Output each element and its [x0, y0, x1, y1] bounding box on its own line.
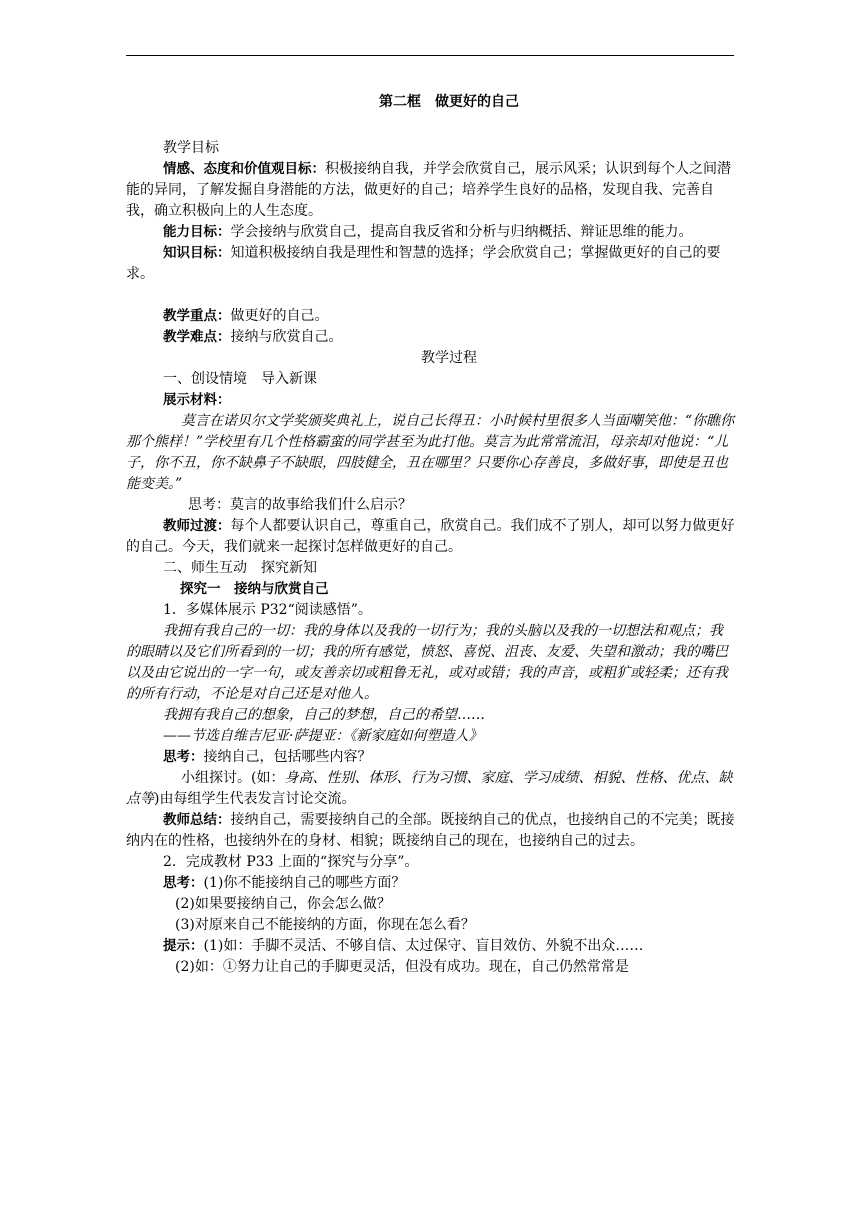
key-difficulty-text: 接纳与欣赏自己。 — [230, 329, 343, 345]
mo-yan-story: 莫言在诺贝尔文学奖颁奖典礼上，说自己长得丑：小时候村里很多人当面嘲笑他：“你瞧你那个熊样！”学校里有几个性格霸蛮的同学甚至为此打他。莫言为此常常流泪，母亲却对他说：“儿子，你不丑，你不缺鼻子不缺眼，四肢健全，丑在哪里？只要你心存善良，多做好事，即使是丑也能变美。” — [126, 413, 735, 492]
group-discussion-start: 小组探讨。(如： — [181, 770, 285, 786]
page-title: 第二框 做更好的自己 — [379, 94, 519, 110]
document-body — [126, 92, 735, 978]
think-2 — [163, 747, 735, 768]
show-material-label — [163, 390, 735, 411]
think-1-text: 莫言的故事给我们什么启示？ — [230, 497, 412, 513]
reading-source: ——节选自维吉尼亚·萨提亚：《新家庭如何塑造人》 — [163, 728, 483, 744]
section-1-heading: 一、创设情境 导入新课 — [163, 371, 317, 387]
transition-label: 教师过渡： — [163, 518, 231, 534]
key-difficulty — [163, 327, 735, 348]
goal-knowledge-label: 知识目标： — [163, 245, 231, 261]
item-2: 2．完成教材 P33 上面的“探究与分享”。 — [163, 854, 419, 870]
question-2: (2)如果要接纳自己，你会怎么做？ — [175, 896, 391, 912]
goal-ability — [126, 222, 735, 243]
goal-emotion-text: 积极接纳自我，并学会欣赏自己，展示风采；认识到每个人之间潜能的异同，了解发掘自身潜能的方法，做更好的自己；培养学生良好的品格，发现自我、完善自我，确立积极向上的人生态度。 — [126, 161, 731, 219]
section-2-heading: 二、师生互动 探究新知 — [163, 560, 317, 576]
reading-paragraph-2: 我拥有我自己的想象，自己的梦想，自己的希望…… — [163, 707, 485, 723]
think-3 — [163, 873, 735, 894]
teacher-summary — [126, 810, 735, 852]
key-focus-text: 做更好的自己。 — [230, 308, 329, 324]
process-heading: 教学过程 — [421, 350, 477, 366]
transition-text: 每个人都要认识自己，尊重自己，欣赏自己。我们成不了别人，却可以努力做更好的自己。今天，我们就来一起探讨怎样做更好的自己。 — [126, 518, 735, 555]
think-3-label: 思考： — [163, 875, 204, 891]
think-2-label: 思考： — [163, 749, 204, 765]
goal-emotion — [126, 159, 735, 222]
goal-ability-text: 学会接纳与欣赏自己，提高自我反省和分析与归纳概括、辩证思维的能力。 — [230, 224, 693, 240]
think-1-label: 思考： — [188, 497, 230, 513]
show-material-label-text: 展示材料： — [163, 392, 231, 408]
hint-1-text: (1)如：手脚不灵活、不够自信、太过保守、盲目效仿、外貌不出众…… — [203, 938, 644, 954]
goals-heading: 教学目标 — [163, 140, 219, 156]
group-discussion — [126, 768, 735, 810]
think-2-text: 接纳自己，包括哪些内容？ — [203, 749, 372, 765]
key-focus — [163, 306, 735, 327]
summary-label: 教师总结： — [163, 812, 231, 828]
goal-ability-label: 能力目标： — [163, 224, 231, 240]
goal-emotion-label: 情感、态度和价值观目标： — [163, 161, 325, 177]
goal-knowledge — [126, 243, 735, 285]
question-3: (3)对原来自己不能接纳的方面，你现在怎么看？ — [175, 917, 475, 933]
goal-knowledge-text: 知道积极接纳自我是理性和智慧的选择；学会欣赏自己；掌握做更好的自己的要求。 — [126, 245, 721, 282]
group-discussion-examples: 身高、性别、体形、行为习惯、家庭、学习成绩、相貌、性格、优点、缺点等 — [126, 770, 733, 807]
teacher-transition — [126, 516, 735, 558]
summary-text: 接纳自己，需要接纳自己的全部。既接纳自己的优点，也接纳自己的不完美；既接纳内在的性格，也接纳外在的身材、相貌；既接纳自己的现在，也接纳自己的过去。 — [126, 812, 735, 849]
hint-2: (2)如：①努力让自己的手脚更灵活，但没有成功。现在，自己仍然常常是 — [175, 959, 629, 975]
group-discussion-end: )由每组学生代表发言讨论交流。 — [154, 791, 356, 807]
reading-paragraph-1: 我拥有我自己的一切：我的身体以及我的一切行为；我的头脑以及我的一切想法和观点；我的眼睛以及它们所看到的一切；我的所有感觉，愤怒、喜悦、沮丧、友爱、失望和激动；我的嘴巴以及由它说出的一字一句，或友善亲切或粗鲁无礼，或对或错；我的声音，或粗犷或轻柔；还有我的所有行动，不论是对自己还是对他人。 — [126, 623, 728, 702]
key-difficulty-label: 教学难点： — [163, 329, 231, 345]
hint-1 — [163, 936, 735, 957]
explore-1-heading: 探究一 接纳与欣赏自己 — [180, 581, 329, 597]
item-1: 1．多媒体展示 P32“阅读感悟”。 — [163, 602, 372, 618]
key-focus-label: 教学重点： — [163, 308, 231, 324]
header-rule — [126, 55, 734, 56]
think-1 — [163, 495, 735, 516]
hint-label: 提示： — [163, 938, 204, 954]
question-1: (1)你不能接纳自己的哪些方面？ — [203, 875, 406, 891]
